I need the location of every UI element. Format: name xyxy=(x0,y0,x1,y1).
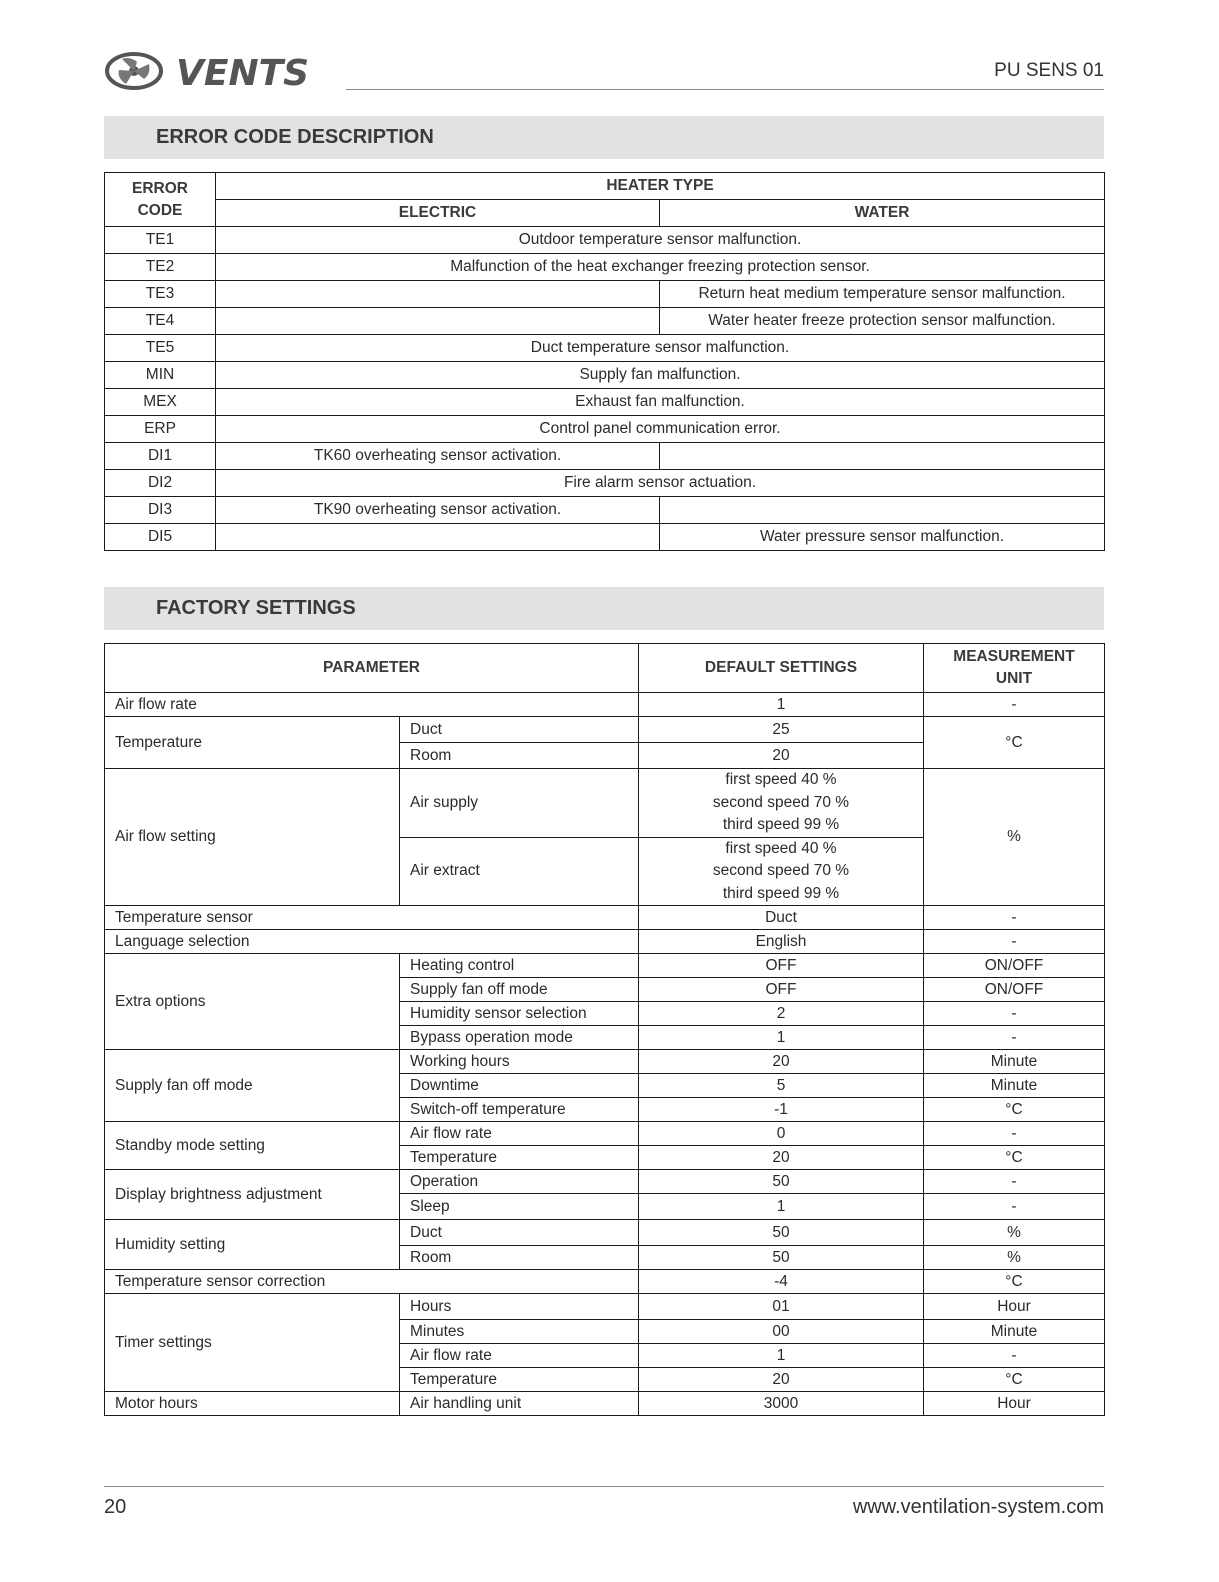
default-value: 01 xyxy=(639,1294,924,1320)
parameter-name: Motor hours xyxy=(105,1392,400,1416)
error-code: DI1 xyxy=(105,443,216,470)
error-code: MEX xyxy=(105,389,216,416)
table-row xyxy=(105,335,1105,362)
default-value: 50 xyxy=(639,1170,924,1194)
unit-value: °C xyxy=(924,1368,1105,1392)
sub-parameter: Hours xyxy=(400,1294,639,1320)
default-value: 00 xyxy=(639,1320,924,1344)
table-row xyxy=(105,362,1105,389)
water-description: Water pressure sensor malfunction. xyxy=(660,524,1105,551)
parameter-name: Standby mode setting xyxy=(105,1122,400,1170)
table-row xyxy=(105,930,1105,954)
unit-header: MEASUREMENT UNIT xyxy=(924,644,1105,693)
error-code-header: ERROR CODE xyxy=(105,173,216,227)
water-description xyxy=(660,443,1105,470)
table-row xyxy=(105,308,1105,335)
svg-text:VENTS: VENTS xyxy=(176,53,310,92)
factory-section-title: FACTORY SETTINGS xyxy=(104,587,1104,630)
table-row xyxy=(105,1392,1105,1416)
sub-parameter: Air handling unit xyxy=(400,1392,639,1416)
parameter-name: Temperature sensor xyxy=(105,906,639,930)
table-row xyxy=(105,254,1105,281)
default-value: Duct xyxy=(639,906,924,930)
sub-parameter: Duct xyxy=(400,717,639,743)
error-section-title: ERROR CODE DESCRIPTION xyxy=(104,116,1104,159)
sub-parameter: Minutes xyxy=(400,1320,639,1344)
unit-value: ON/OFF xyxy=(924,978,1105,1002)
sub-parameter: Sleep xyxy=(400,1194,639,1220)
sub-parameter: Duct xyxy=(400,1220,639,1246)
error-code: TE5 xyxy=(105,335,216,362)
unit-value: Minute xyxy=(924,1074,1105,1098)
water-description: Water heater freeze protection sensor malfunction. xyxy=(660,308,1105,335)
default-value: 50 xyxy=(639,1220,924,1246)
sub-parameter: Humidity sensor selection xyxy=(400,1002,639,1026)
parameter-name: Extra options xyxy=(105,954,400,1050)
default-value: 1 xyxy=(639,1194,924,1220)
electric-header: ELECTRIC xyxy=(216,200,660,227)
model-name: PU SENS 01 xyxy=(994,60,1104,81)
default-value: 50 xyxy=(639,1246,924,1270)
default-value: OFF xyxy=(639,954,924,978)
default-value: first speed 40 % second speed 70 % third speed 99 % xyxy=(639,769,924,838)
electric-description xyxy=(216,524,660,551)
sub-parameter: Room xyxy=(400,1246,639,1270)
error-code: TE3 xyxy=(105,281,216,308)
parameter-name: Humidity setting xyxy=(105,1220,400,1270)
error-code: TE2 xyxy=(105,254,216,281)
sub-parameter: Temperature xyxy=(400,1146,639,1170)
sub-parameter: Air flow rate xyxy=(400,1344,639,1368)
factory-settings-table xyxy=(104,643,1105,1416)
default-value: 1 xyxy=(639,1344,924,1368)
website-link: www.ventilation-system.com xyxy=(852,1496,1104,1518)
error-code: ERP xyxy=(105,416,216,443)
unit-value: °C xyxy=(924,1270,1105,1294)
table-row xyxy=(105,906,1105,930)
unit-value: % xyxy=(924,1220,1105,1246)
unit-value: °C xyxy=(924,1146,1105,1170)
unit-value: °C xyxy=(924,717,1105,769)
electric-description: TK60 overheating sensor activation. xyxy=(216,443,660,470)
sub-parameter: Air flow rate xyxy=(400,1122,639,1146)
fan-emblem-icon xyxy=(107,54,161,88)
default-value: 3000 xyxy=(639,1392,924,1416)
error-description: Exhaust fan malfunction. xyxy=(216,389,1105,416)
unit-value: % xyxy=(924,769,1105,906)
parameter-name: Supply fan off mode xyxy=(105,1050,400,1122)
table-row xyxy=(105,693,1105,717)
default-value: 20 xyxy=(639,1368,924,1392)
table-row xyxy=(105,1270,1105,1294)
error-description: Malfunction of the heat exchanger freezing protection sensor. xyxy=(216,254,1105,281)
default-header: DEFAULT SETTINGS xyxy=(639,644,924,693)
default-value: 20 xyxy=(639,1146,924,1170)
electric-description: TK90 overheating sensor activation. xyxy=(216,497,660,524)
default-value: 25 xyxy=(639,717,924,743)
unit-value: - xyxy=(924,693,1105,717)
sub-parameter: Operation xyxy=(400,1170,639,1194)
default-value: 20 xyxy=(639,1050,924,1074)
error-code-table xyxy=(104,172,1105,551)
sub-parameter: Switch-off temperature xyxy=(400,1098,639,1122)
unit-value: % xyxy=(924,1246,1105,1270)
page-number: 20 xyxy=(104,1496,127,1518)
error-description: Outdoor temperature sensor malfunction. xyxy=(216,227,1105,254)
default-value: 1 xyxy=(639,1026,924,1050)
default-value: OFF xyxy=(639,978,924,1002)
unit-value: Minute xyxy=(924,1320,1105,1344)
sub-parameter: Heating control xyxy=(400,954,639,978)
error-code: DI2 xyxy=(105,470,216,497)
default-value: 2 xyxy=(639,1002,924,1026)
error-description: Fire alarm sensor actuation. xyxy=(216,470,1105,497)
parameter-name: Timer settings xyxy=(105,1294,400,1392)
table-row xyxy=(105,497,1105,524)
parameter-name: Temperature xyxy=(105,717,400,769)
sub-parameter: Working hours xyxy=(400,1050,639,1074)
error-description: Control panel communication error. xyxy=(216,416,1105,443)
electric-description xyxy=(216,308,660,335)
error-code: MIN xyxy=(105,362,216,389)
unit-value: Hour xyxy=(924,1392,1105,1416)
error-code: TE1 xyxy=(105,227,216,254)
default-value: 1 xyxy=(639,693,924,717)
unit-value: - xyxy=(924,1002,1105,1026)
table-row xyxy=(105,443,1105,470)
table-row xyxy=(105,1050,1105,1074)
unit-value: - xyxy=(924,1026,1105,1050)
error-code: DI5 xyxy=(105,524,216,551)
table-row xyxy=(105,769,1105,838)
unit-value: - xyxy=(924,930,1105,954)
unit-value: - xyxy=(924,1170,1105,1194)
default-value: -1 xyxy=(639,1098,924,1122)
table-row xyxy=(105,1122,1105,1146)
sub-parameter: Air supply xyxy=(400,769,639,838)
default-value: 20 xyxy=(639,743,924,769)
table-row xyxy=(105,1220,1105,1246)
unit-value: - xyxy=(924,1344,1105,1368)
unit-value: ON/OFF xyxy=(924,954,1105,978)
unit-value: Hour xyxy=(924,1294,1105,1320)
table-row xyxy=(105,470,1105,497)
unit-value: °C xyxy=(924,1098,1105,1122)
table-row xyxy=(105,954,1105,978)
water-description xyxy=(660,497,1105,524)
sub-parameter: Room xyxy=(400,743,639,769)
error-code: DI3 xyxy=(105,497,216,524)
default-value: first speed 40 % second speed 70 % third speed 99 % xyxy=(639,837,924,906)
header-divider xyxy=(346,89,1104,90)
default-value: 0 xyxy=(639,1122,924,1146)
unit-value: - xyxy=(924,906,1105,930)
table-row xyxy=(105,1170,1105,1194)
parameter-name: Display brightness adjustment xyxy=(105,1170,400,1220)
water-description: Return heat medium temperature sensor malfunction. xyxy=(660,281,1105,308)
unit-value: - xyxy=(924,1122,1105,1146)
table-row xyxy=(105,416,1105,443)
parameter-name: Air flow setting xyxy=(105,769,400,906)
sub-parameter: Temperature xyxy=(400,1368,639,1392)
sub-parameter: Downtime xyxy=(400,1074,639,1098)
electric-description xyxy=(216,281,660,308)
default-value: English xyxy=(639,930,924,954)
unit-value: Minute xyxy=(924,1050,1105,1074)
parameter-header: PARAMETER xyxy=(105,644,639,693)
vents-logo xyxy=(104,50,349,92)
error-code: TE4 xyxy=(105,308,216,335)
unit-value: - xyxy=(924,1194,1105,1220)
footer-divider xyxy=(104,1486,1104,1487)
error-description: Duct temperature sensor malfunction. xyxy=(216,335,1105,362)
parameter-name: Temperature sensor correction xyxy=(105,1270,639,1294)
error-description: Supply fan malfunction. xyxy=(216,362,1105,389)
default-value: -4 xyxy=(639,1270,924,1294)
table-row xyxy=(105,717,1105,743)
water-header: WATER xyxy=(660,200,1105,227)
sub-parameter: Bypass operation mode xyxy=(400,1026,639,1050)
sub-parameter: Supply fan off mode xyxy=(400,978,639,1002)
heater-type-header: HEATER TYPE xyxy=(216,173,1105,200)
table-row xyxy=(105,524,1105,551)
table-row xyxy=(105,281,1105,308)
default-value: 5 xyxy=(639,1074,924,1098)
sub-parameter: Air extract xyxy=(400,837,639,906)
parameter-name: Language selection xyxy=(105,930,639,954)
table-row xyxy=(105,227,1105,254)
table-row xyxy=(105,389,1105,416)
table-row xyxy=(105,1294,1105,1320)
parameter-name: Air flow rate xyxy=(105,693,639,717)
